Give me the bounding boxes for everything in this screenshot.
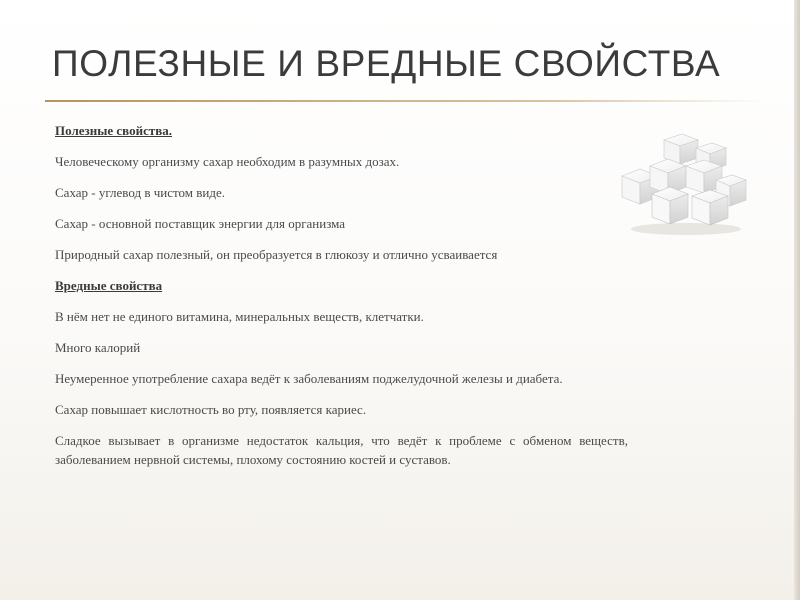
- harmful-item: Сахар повышает кислотность во рту, появляется кариес.: [55, 402, 367, 417]
- harmful-heading: Вредные свойства: [55, 278, 163, 293]
- title-underline: [45, 100, 765, 102]
- harmful-item: В нём нет не единого витамина, минеральных веществ, клетчатки.: [55, 309, 424, 324]
- useful-item: Природный сахар полезный, он преобразуется в глюкозу и отлично усваивается: [55, 247, 498, 262]
- slide-edge-decoration: [794, 0, 800, 600]
- useful-item: Сахар - углевод в чистом виде.: [55, 185, 225, 200]
- useful-item: Сахар - основной поставщик энергии для организма: [55, 216, 346, 231]
- slide-title: ПОЛЕЗНЫЕ И ВРЕДНЫЕ СВОЙСТВА: [52, 43, 721, 84]
- harmful-item: Много калорий: [55, 340, 141, 355]
- useful-item: Человеческому организму сахар необходим в разумных дозах.: [55, 154, 400, 169]
- sugar-cubes-icon: [616, 126, 750, 236]
- harmful-item: Сладкое вызывает в организме недостаток кальция, что ведёт к проблеме с обменом веществ, заболеванием нервной системы, плохому состоянию костей и суставов.: [55, 433, 628, 467]
- slide-body: [55, 121, 628, 481]
- useful-heading: Полезные свойства.: [55, 123, 173, 138]
- harmful-item: Неумеренное употребление сахара ведёт к заболеваниям поджелудочной железы и диабета.: [55, 371, 563, 386]
